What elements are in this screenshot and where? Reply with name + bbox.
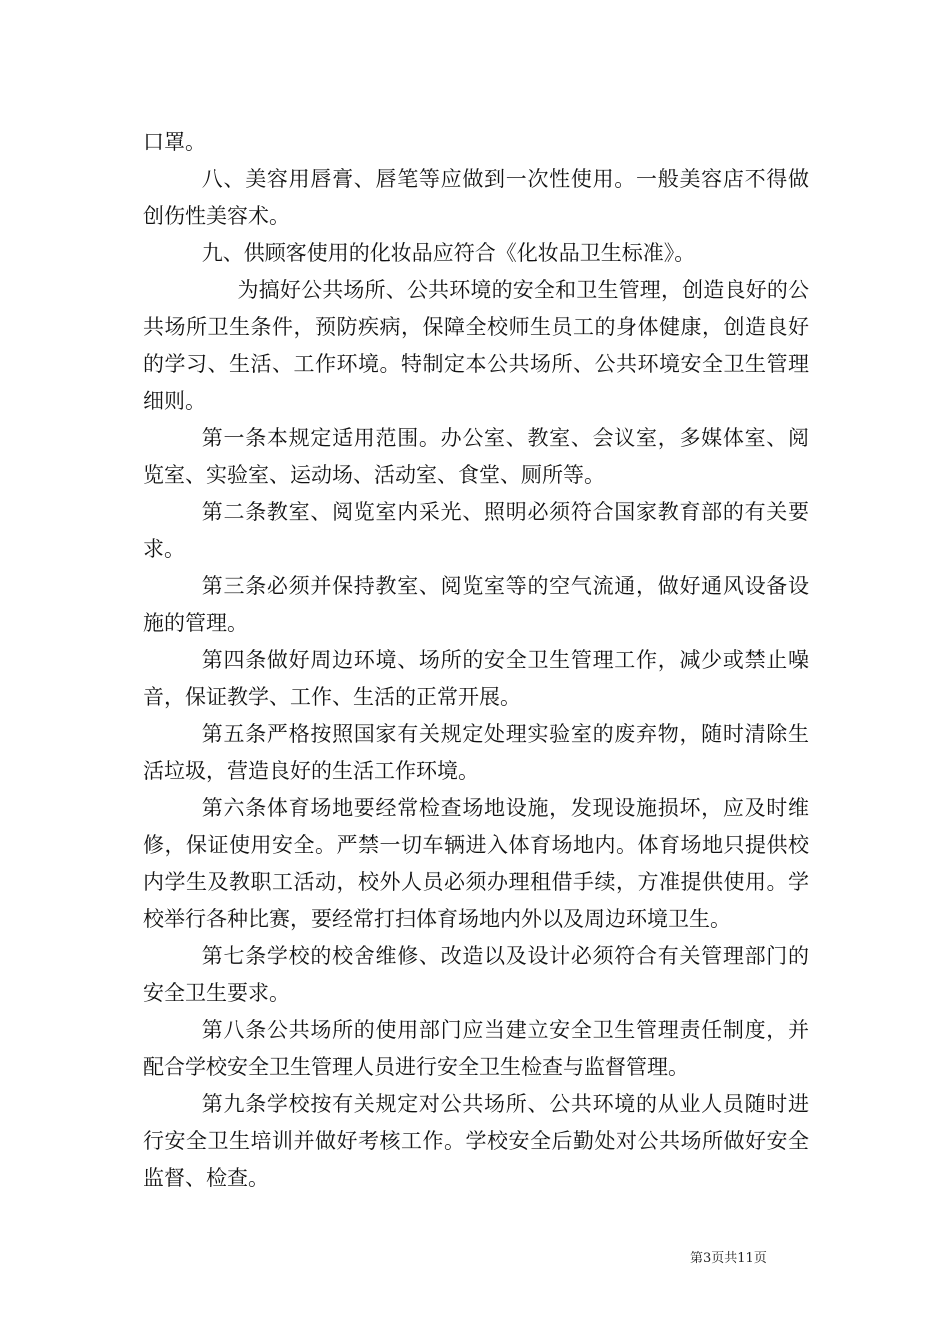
page-number: 第3页共11页 — [690, 1251, 767, 1266]
paragraph-mask-end: 口罩。 — [143, 130, 206, 154]
document-body — [143, 124, 809, 1197]
paragraph-article-9: 第九条学校按有关规定对公共场所、公共环境的从业人员随时进行安全卫生培训并做好考核工作。学校安全后勤处对公共场所做好安全监督、检查。 — [143, 1092, 809, 1190]
paragraph-article-5: 第五条严格按照国家有关规定处理实验室的废弃物，随时清除生活垃圾，营造良好的生活工作环境。 — [143, 722, 809, 783]
paragraph-item-8: 八、美容用唇膏、唇笔等应做到一次性使用。一般美容店不得做创伤性美容术。 — [143, 167, 809, 228]
paragraph-article-8: 第八条公共场所的使用部门应当建立安全卫生管理责任制度，并配合学校安全卫生管理人员进行安全卫生检查与监督管理。 — [143, 1018, 809, 1079]
paragraph-article-3: 第三条必须并保持教室、阅览室等的空气流通，做好通风设备设施的管理。 — [143, 574, 809, 635]
paragraph-article-6: 第六条体育场地要经常检查场地设施，发现设施损坏，应及时维修，保证使用安全。严禁一切车辆进入体育场地内。体育场地只提供校内学生及教职工活动，校外人员必须办理租借手续，方准提供使用。学校举行各种比赛，要经常打扫体育场地内外以及周边环境卫生。 — [143, 796, 809, 931]
paragraph-item-9: 九、供顾客使用的化妆品应符合《化妆品卫生标准》。 — [201, 241, 696, 265]
paragraph-article-1: 第一条本规定适用范围。办公室、教室、会议室，多媒体室、阅览室、实验室、运动场、活动室、食堂、厕所等。 — [143, 426, 809, 487]
paragraph-intro: 为搞好公共场所、公共环境的安全和卫生管理，创造良好的公共场所卫生条件，预防疾病，保障全校师生员工的身体健康，创造良好的学习、生活、工作环境。特制定本公共场所、公共环境安全卫生管理细则。 — [143, 278, 809, 413]
paragraph-article-7: 第七条学校的校舍维修、改造以及设计必须符合有关管理部门的安全卫生要求。 — [143, 944, 809, 1005]
paragraph-article-4: 第四条做好周边环境、场所的安全卫生管理工作，减少或禁止噪音，保证教学、工作、生活的正常开展。 — [143, 648, 809, 709]
paragraph-article-2: 第二条教室、阅览室内采光、照明必须符合国家教育部的有关要求。 — [143, 500, 809, 561]
